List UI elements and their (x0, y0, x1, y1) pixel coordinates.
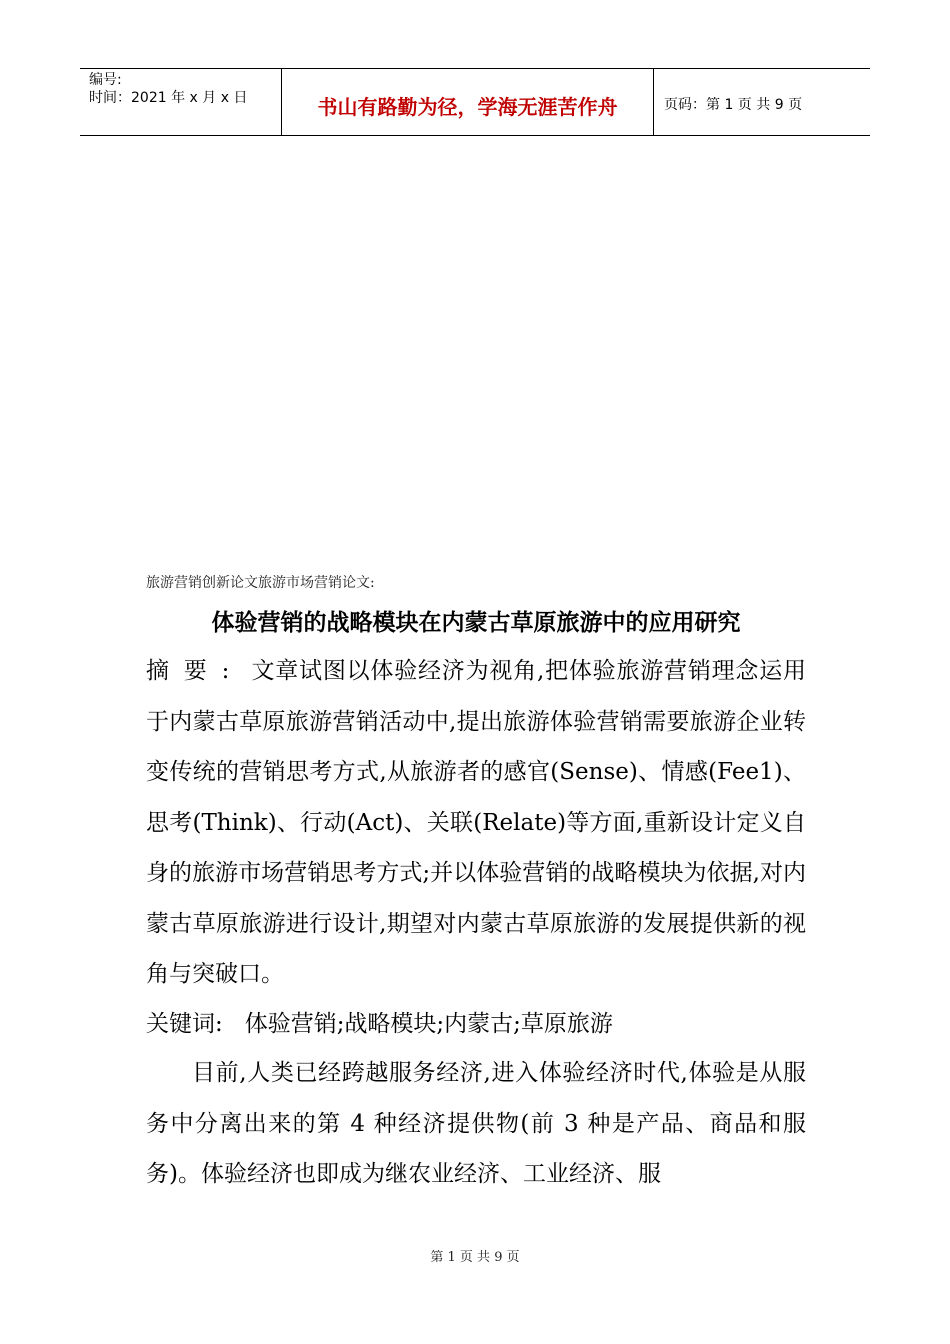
article-category: 旅游营销创新论文旅游市场营销论文: (146, 575, 375, 591)
abstract-paragraph (146, 646, 806, 1000)
abstract-text: 文章试图以体验经济为视角,把体验旅游营销理念运用于内蒙古草原旅游营销活动中,提出旅游体验营销需要旅游企业转变传统的营销思考方式,从旅游者的感官(Sense)、情感(Fee1)、思考(Think)、行动(Act)、关联(Relate)等方面,重新设计定义自身的旅游市场营销思考方式;并以体验营销的战略模块为依据,对内蒙古草原旅游进行设计,期望对内蒙古草原旅游的发展提供新的视角与突破口。 (146, 658, 807, 987)
document-header (80, 68, 870, 136)
keywords-line (146, 999, 806, 1050)
keywords-label: 关键词: (146, 1011, 223, 1037)
header-meta (80, 69, 282, 135)
header-time-label: 时间：2021 年 x 月 x 日 (89, 90, 248, 106)
page-footer: 第 1 页 共 9 页 (430, 1250, 520, 1265)
header-number-label: 编号: (89, 72, 122, 88)
document-title: 体验营销的战略模块在内蒙古草原旅游中的应用研究 (211, 610, 741, 636)
intro-paragraph: 目前,人类已经跨越服务经济,进入体验经济时代,体验是从服务中分离出来的第 4 种经济提供物(前 3 种是产品、商品和服务)。体验经济也即成为继农业经济、工业经济、服 (146, 1060, 806, 1187)
header-motto: 书山有路勤为径，学海无涯苦作舟 (282, 69, 654, 135)
keywords-text: 体验营销;战略模块;内蒙古;草原旅游 (244, 1011, 613, 1037)
abstract-label: 摘要: (146, 658, 244, 684)
header-page-info: 页码：第 1 页 共 9 页 (664, 97, 803, 113)
